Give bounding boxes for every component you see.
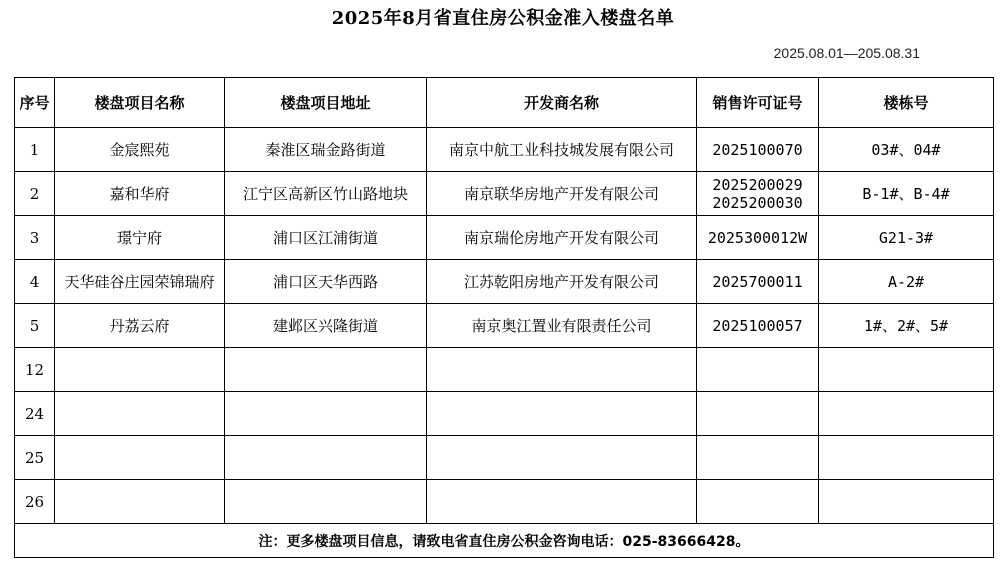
- cell-project-address: [225, 480, 427, 524]
- table-row: [15, 260, 994, 304]
- cell-project-address: [225, 348, 427, 392]
- cell-project-name: [55, 436, 225, 480]
- column-header-project-name: 楼盘项目名称: [55, 78, 225, 128]
- cell-seq: 5: [15, 304, 55, 348]
- cell-project-address: [225, 436, 427, 480]
- cell-buildings: B-1#、B-4#: [819, 172, 994, 216]
- cell-permit: [697, 216, 819, 260]
- table-row: [15, 348, 994, 392]
- cell-buildings: G21-3#: [819, 216, 994, 260]
- property-table: [14, 77, 994, 558]
- cell-buildings: 03#、04#: [819, 128, 994, 172]
- cell-seq: 12: [15, 348, 55, 392]
- cell-project-name: 嘉和华府: [55, 172, 225, 216]
- column-header-developer: 开发商名称: [427, 78, 697, 128]
- cell-seq: 1: [15, 128, 55, 172]
- permit-number: 2025100057: [712, 316, 803, 335]
- cell-buildings: A-2#: [819, 260, 994, 304]
- cell-project-address: 江宁区高新区竹山路地块: [225, 172, 427, 216]
- cell-permit: [697, 260, 819, 304]
- permit-number: 2025200030: [712, 193, 803, 212]
- cell-project-name: 金宸熙苑: [55, 128, 225, 172]
- cell-permit: [697, 128, 819, 172]
- cell-seq: 2: [15, 172, 55, 216]
- cell-developer: 南京瑞伦房地产开发有限公司: [427, 216, 697, 260]
- cell-developer: [427, 348, 697, 392]
- cell-permit: [697, 392, 819, 436]
- cell-permit: [697, 304, 819, 348]
- date-range: 2025.08.01—205.08.31: [773, 45, 920, 61]
- cell-project-name: [55, 480, 225, 524]
- cell-seq: 4: [15, 260, 55, 304]
- table-row: [15, 304, 994, 348]
- permit-number: 2025300012W: [707, 228, 808, 247]
- cell-permit: [697, 172, 819, 216]
- cell-project-name: 丹荔云府: [55, 304, 225, 348]
- cell-developer: 南京奥江置业有限责任公司: [427, 304, 697, 348]
- cell-project-address: [225, 392, 427, 436]
- cell-project-name: [55, 348, 225, 392]
- footer-note: 注：更多楼盘项目信息，请致电省直住房公积金咨询电话：025-83666428。: [15, 524, 994, 558]
- cell-project-address: 浦口区天华西路: [225, 260, 427, 304]
- column-header-project-address: 楼盘项目地址: [225, 78, 427, 128]
- cell-project-name: 天华硅谷庄园荣锦瑞府: [55, 260, 225, 304]
- table-row: [15, 436, 994, 480]
- cell-developer: 南京联华房地产开发有限公司: [427, 172, 697, 216]
- cell-buildings: [819, 348, 994, 392]
- column-header-seq: 序号: [15, 78, 55, 128]
- table-row: [15, 172, 994, 216]
- table-row: [15, 216, 994, 260]
- permit-number: 2025200029: [712, 175, 803, 194]
- cell-project-address: 建邺区兴隆街道: [225, 304, 427, 348]
- cell-developer: 江苏乾阳房地产开发有限公司: [427, 260, 697, 304]
- table-row: [15, 480, 994, 524]
- table-header-row: [15, 78, 994, 128]
- column-header-permit: 销售许可证号: [697, 78, 819, 128]
- cell-buildings: [819, 392, 994, 436]
- cell-seq: 25: [15, 436, 55, 480]
- cell-buildings: 1#、2#、5#: [819, 304, 994, 348]
- cell-buildings: [819, 480, 994, 524]
- cell-permit: [697, 436, 819, 480]
- permit-number: 2025700011: [712, 272, 803, 291]
- permit-number: 2025100070: [712, 140, 803, 159]
- table-row: [15, 392, 994, 436]
- page-title: 2025年8月省直住房公积金准入楼盘名单: [331, 8, 675, 29]
- table-row: [15, 128, 994, 172]
- column-header-buildings: 楼栋号: [819, 78, 994, 128]
- cell-permit: [697, 480, 819, 524]
- cell-permit: [697, 348, 819, 392]
- cell-project-name: [55, 392, 225, 436]
- cell-seq: 24: [15, 392, 55, 436]
- cell-developer: 南京中航工业科技城发展有限公司: [427, 128, 697, 172]
- cell-buildings: [819, 436, 994, 480]
- cell-project-address: 浦口区江浦街道: [225, 216, 427, 260]
- cell-developer: [427, 436, 697, 480]
- table-footer-row: [15, 524, 994, 558]
- cell-project-name: 璟宁府: [55, 216, 225, 260]
- cell-seq: 26: [15, 480, 55, 524]
- cell-project-address: 秦淮区瑞金路街道: [225, 128, 427, 172]
- cell-seq: 3: [15, 216, 55, 260]
- cell-developer: [427, 392, 697, 436]
- cell-developer: [427, 480, 697, 524]
